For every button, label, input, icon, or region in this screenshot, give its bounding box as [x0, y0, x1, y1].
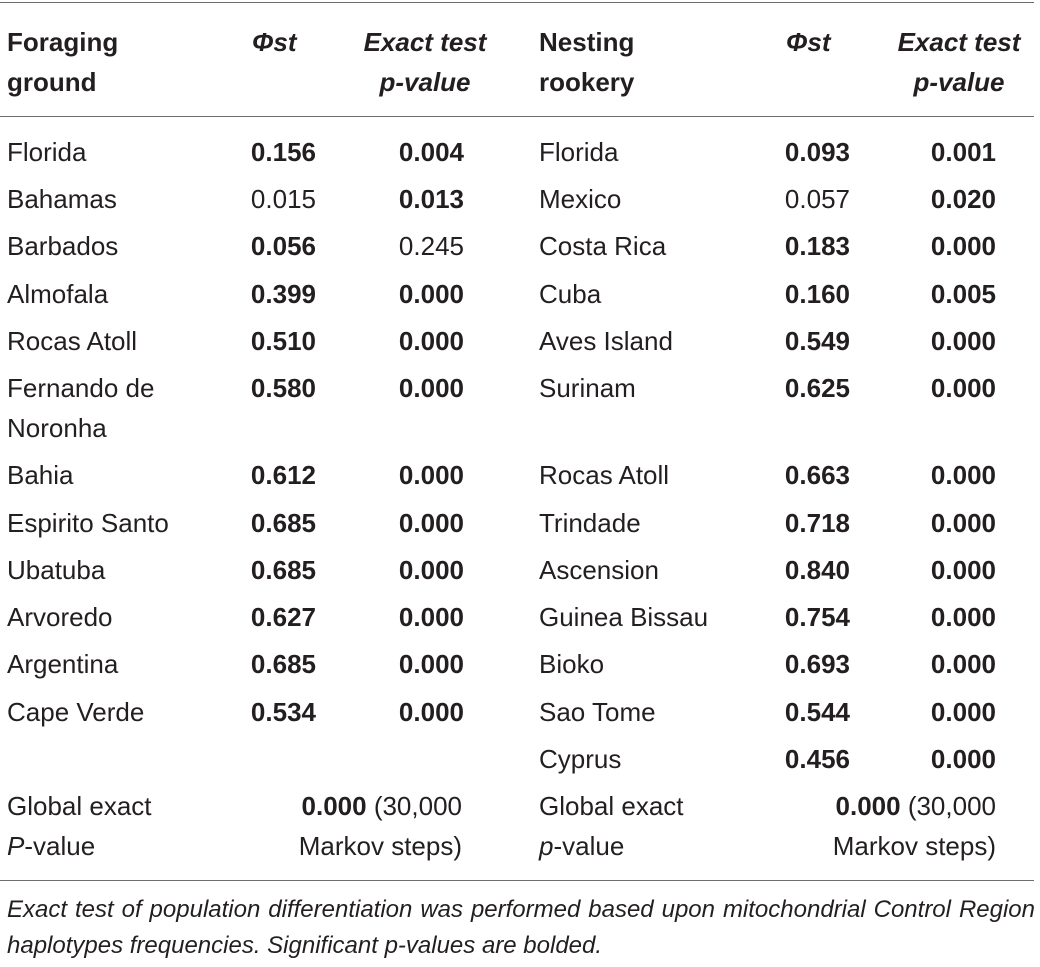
nesting-exact-p-value: 0.000	[930, 602, 996, 632]
foraging-phist-value: 0.534	[250, 697, 316, 727]
nesting-exact-p-value: 0.005	[930, 279, 996, 309]
foraging-ground-name-line1: Fernando de	[7, 373, 155, 403]
global-left-value-line2: Markov steps)	[298, 831, 462, 861]
header-foraging-line2: ground	[7, 67, 97, 97]
header-nesting-line1: Nesting	[539, 27, 635, 57]
header-exact-test-right	[879, 22, 1039, 102]
top-rule	[0, 2, 1034, 3]
header-foraging-ground	[7, 22, 118, 102]
nesting-exact-p-value: 0.000	[930, 697, 996, 727]
foraging-ground-name: Barbados	[7, 231, 119, 261]
header-phist-left: Φst	[252, 27, 297, 57]
foraging-ground-name: Bahia	[7, 460, 74, 490]
bottom-rule	[0, 880, 1034, 881]
nesting-phist-value: 0.840	[784, 555, 850, 585]
nesting-rookery-name: Costa Rica	[539, 231, 667, 261]
foraging-exact-p-value: 0.000	[398, 649, 464, 679]
nesting-exact-p-value: 0.001	[930, 137, 996, 167]
foraging-phist-value: 0.510	[250, 326, 316, 356]
foraging-ground-name-line2: Noronha	[7, 413, 107, 443]
foraging-ground-name: Cape Verde	[7, 697, 145, 727]
nesting-rookery-name: Surinam	[539, 373, 636, 403]
foraging-exact-p-value: 0.245	[398, 231, 464, 261]
global-right-value	[774, 786, 996, 866]
nesting-phist-value: 0.625	[784, 373, 850, 403]
header-exact-right-line2: p-value	[913, 67, 1005, 97]
header-nesting-rookery	[539, 22, 634, 102]
foraging-exact-p-value: 0.000	[398, 326, 464, 356]
foraging-phist-value: 0.580	[250, 373, 316, 403]
header-exact-left-line1: Exact test	[363, 27, 487, 57]
foraging-phist-value: 0.056	[250, 231, 316, 261]
nesting-exact-p-value: 0.000	[930, 555, 996, 585]
foraging-exact-p-value: 0.013	[398, 184, 464, 214]
foraging-exact-p-value: 0.000	[398, 508, 464, 538]
table-footnote: Exact test of population differentiation was performed based upon mitochondrial Control Region haplotypes frequencies. Significant p-values are bolded.	[7, 896, 1035, 959]
foraging-exact-p-value: 0.000	[398, 602, 464, 632]
nesting-phist-value: 0.663	[784, 460, 850, 490]
nesting-phist-value: 0.754	[784, 602, 850, 632]
global-left-value-number: 0.000	[301, 791, 367, 821]
nesting-exact-p-value: 0.000	[930, 326, 996, 356]
nesting-phist-value: 0.456	[784, 744, 850, 774]
foraging-ground-name: Espirito Santo	[7, 508, 169, 538]
nesting-exact-p-value: 0.000	[930, 649, 996, 679]
foraging-ground-name: Ubatuba	[7, 555, 106, 585]
global-left-label	[7, 786, 152, 866]
nesting-rookery-name: Trindade	[539, 508, 641, 538]
foraging-ground-name	[7, 368, 154, 448]
nesting-phist-value: 0.057	[784, 184, 850, 214]
header-exact-left-line2: p-value	[379, 67, 471, 97]
nesting-exact-p-value: 0.000	[930, 373, 996, 403]
nesting-phist-value: 0.718	[784, 508, 850, 538]
nesting-rookery-name: Ascension	[539, 555, 659, 585]
nesting-rookery-name: Florida	[539, 137, 619, 167]
nesting-exact-p-value: 0.000	[930, 231, 996, 261]
foraging-phist-value: 0.685	[250, 555, 316, 585]
global-left-label-suffix: -value	[24, 831, 96, 861]
nesting-phist-value: 0.183	[784, 231, 850, 261]
nesting-rookery-name: Guinea Bissau	[539, 602, 709, 632]
foraging-ground-name: Rocas Atoll	[7, 326, 138, 356]
nesting-rookery-name: Cuba	[539, 279, 602, 309]
foraging-exact-p-value: 0.000	[398, 373, 464, 403]
nesting-rookery-name: Cyprus	[539, 744, 622, 774]
nesting-rookery-name: Rocas Atoll	[539, 460, 670, 490]
nesting-phist-value: 0.549	[784, 326, 850, 356]
header-rule	[0, 116, 1034, 117]
header-exact-right-line1: Exact test	[897, 27, 1021, 57]
nesting-rookery-name: Sao Tome	[539, 697, 656, 727]
foraging-phist-value: 0.015	[250, 184, 316, 214]
nesting-rookery-name: Aves Island	[539, 326, 673, 356]
global-left-value	[240, 786, 462, 866]
global-right-label	[539, 786, 684, 866]
foraging-exact-p-value: 0.000	[398, 279, 464, 309]
foraging-ground-name: Argentina	[7, 649, 119, 679]
nesting-exact-p-value: 0.000	[930, 508, 996, 538]
nesting-phist-value: 0.544	[784, 697, 850, 727]
foraging-phist-value: 0.156	[250, 137, 316, 167]
global-left-value-suffix: (30,000	[366, 791, 462, 821]
global-right-label-suffix: -value	[553, 831, 625, 861]
global-right-value-suffix: (30,000	[900, 791, 996, 821]
foraging-ground-name: Almofala	[7, 279, 109, 309]
foraging-exact-p-value: 0.004	[398, 137, 464, 167]
foraging-exact-p-value: 0.000	[398, 555, 464, 585]
foraging-exact-p-value: 0.000	[398, 697, 464, 727]
header-phist-right: Φst	[786, 27, 831, 57]
foraging-phist-value: 0.627	[250, 602, 316, 632]
foraging-phist-value: 0.612	[250, 460, 316, 490]
header-foraging-line1: Foraging	[7, 27, 119, 57]
global-right-value-number: 0.000	[835, 791, 901, 821]
nesting-phist-value: 0.160	[784, 279, 850, 309]
nesting-exact-p-value: 0.000	[930, 744, 996, 774]
foraging-ground-name: Arvoredo	[7, 602, 113, 632]
foraging-phist-value: 0.399	[250, 279, 316, 309]
foraging-ground-name: Florida	[7, 137, 87, 167]
foraging-phist-value: 0.685	[250, 649, 316, 679]
nesting-exact-p-value: 0.020	[930, 184, 996, 214]
foraging-exact-p-value: 0.000	[398, 460, 464, 490]
nesting-exact-p-value: 0.000	[930, 460, 996, 490]
global-left-label-line1: Global exact	[7, 791, 152, 821]
foraging-phist-value: 0.685	[250, 508, 316, 538]
header-nesting-line2: rookery	[539, 67, 635, 97]
global-left-label-p: P	[7, 831, 25, 861]
nesting-phist-value: 0.693	[784, 649, 850, 679]
header-exact-test-left	[345, 22, 505, 102]
global-right-label-line1: Global exact	[539, 791, 684, 821]
global-right-label-p: p	[539, 831, 554, 861]
nesting-rookery-name: Mexico	[539, 184, 622, 214]
global-right-value-line2: Markov steps)	[832, 831, 996, 861]
nesting-phist-value: 0.093	[784, 137, 850, 167]
nesting-rookery-name: Bioko	[539, 649, 605, 679]
foraging-ground-name: Bahamas	[7, 184, 117, 214]
